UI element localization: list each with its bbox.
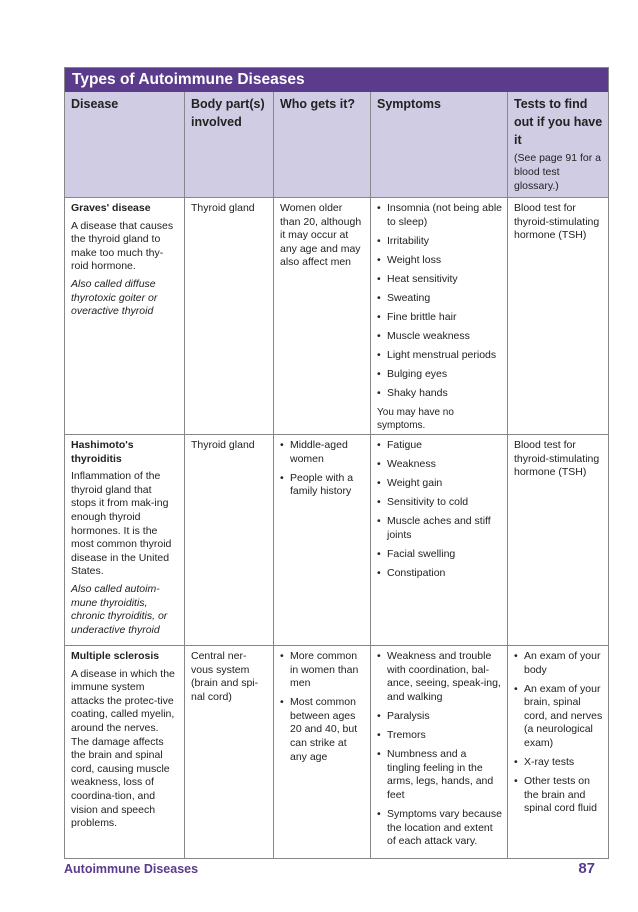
- disease-description: A disease that causes the thyroid gland to make too much thy-roid hormone.: [71, 219, 174, 273]
- disease-also-called: Also called diffuse thyrotoxic goiter or overactive thyroid: [71, 277, 158, 318]
- tests-cell: Blood test for thyroid-stimulating hormone (TSH): [507, 198, 608, 437]
- symptoms-cell: [370, 198, 507, 437]
- list-item: • Paralysis: [377, 710, 502, 724]
- header-symptoms: Symptoms: [370, 92, 507, 197]
- header-disease: Disease: [71, 97, 119, 111]
- page-number: 87: [578, 860, 595, 877]
- list-item: • Bulging eyes: [377, 368, 502, 382]
- header-who: Who gets it?: [273, 92, 370, 197]
- disease-name: Hashimoto's thyroiditis: [71, 439, 134, 465]
- symptoms-cell: [370, 646, 507, 858]
- who-cell: [273, 646, 370, 858]
- symptoms-note: You may have no symptoms.: [377, 406, 454, 432]
- tests-cell: Blood test for thyroid-stimulating hormone (TSH): [507, 435, 608, 645]
- who-cell: [273, 435, 370, 645]
- list-item: • Sweating: [377, 292, 502, 306]
- tests-list: [514, 650, 603, 816]
- list-item: • Middle-aged women: [280, 439, 365, 466]
- list-item: • Irritability: [377, 235, 502, 249]
- disease-name: Graves' disease: [71, 202, 151, 214]
- list-item: • Sensitivity to cold: [377, 496, 502, 510]
- disease-cell: [65, 646, 184, 858]
- who-list: [280, 650, 365, 764]
- list-item: • Facial swelling: [377, 548, 502, 562]
- table-row: [65, 197, 608, 434]
- disease-also-called: Also called autoim-mune thyroiditis, chronic thyroiditis, or underactive thyroid: [71, 582, 168, 636]
- body-part-cell: Thyroid gland: [184, 435, 273, 645]
- list-item: • Symptoms vary because the location and extent of each attack vary.: [377, 808, 502, 849]
- body-part-cell: Central ner-vous system (brain and spi-nal cord): [184, 646, 273, 858]
- list-item: • Light menstrual periods: [377, 349, 502, 363]
- header-body-part: Body part(s) involved: [184, 92, 273, 197]
- symptoms-list: [377, 202, 502, 401]
- list-item: • Insomnia (not being able to sleep): [377, 202, 502, 229]
- list-item: • Constipation: [377, 567, 502, 581]
- disease-table: [64, 67, 609, 859]
- list-item: • Fine brittle hair: [377, 311, 502, 325]
- list-item: • Other tests on the brain and spinal cord fluid: [514, 775, 603, 816]
- disease-description: A disease in which the immune system attacks the protec-tive coating, called myelin, around the nerves. The damage affects the brain and spinal cord, causing muscle weakness, loss of coordina-tion, and vision and speech problems.: [71, 667, 175, 830]
- list-item: • Tremors: [377, 729, 502, 743]
- list-item: • Most common between ages 20 and 40, but can strike at any age: [280, 696, 365, 764]
- table-header-row: [65, 92, 608, 197]
- table-row: [65, 645, 608, 858]
- header-tests-note: (See page 91 for a blood test glossary.): [514, 152, 601, 192]
- list-item: • Weakness: [377, 458, 502, 472]
- body-part-cell: Thyroid gland: [184, 198, 273, 437]
- list-item: • Weight loss: [377, 254, 502, 268]
- list-item: • X-ray tests: [514, 756, 603, 770]
- footer-title: Autoimmune Diseases: [64, 862, 199, 876]
- list-item: • Weight gain: [377, 477, 502, 491]
- tests-cell: [507, 646, 608, 858]
- who-list: [280, 439, 365, 499]
- list-item: • Numbness and a tingling feeling in the arms, legs, hands, and feet: [377, 748, 502, 802]
- who-cell: Women older than 20, although it may occur at any age and may also affect men: [273, 198, 370, 437]
- symptoms-list: [377, 439, 502, 581]
- table-row: [65, 434, 608, 645]
- list-item: • Heat sensitivity: [377, 273, 502, 287]
- list-item: • People with a family history: [280, 472, 365, 499]
- list-item: • Muscle aches and stiff joints: [377, 515, 502, 542]
- list-item: • More common in women than men: [280, 650, 365, 691]
- list-item: • Shaky hands: [377, 387, 502, 401]
- disease-cell: [65, 435, 184, 645]
- disease-description: Inflammation of the thyroid gland that stops it from mak-ing enough thyroid hormones. It is the most common thyroid disease in the United States.: [71, 470, 172, 578]
- list-item: • Weakness and trouble with coordination, bal-ance, seeing, speak-ing, and walking: [377, 650, 502, 704]
- disease-cell: [65, 198, 184, 437]
- list-item: • Fatigue: [377, 439, 502, 453]
- symptoms-cell: [370, 435, 507, 645]
- header-tests: [507, 92, 608, 197]
- header-tests-label: Tests to find out if you have it: [514, 97, 603, 147]
- table-title: Types of Autoimmune Diseases: [65, 68, 608, 92]
- list-item: • Muscle weakness: [377, 330, 502, 344]
- disease-name: Multiple sclerosis: [71, 650, 160, 662]
- list-item: • An exam of your body: [514, 650, 603, 677]
- list-item: • An exam of your brain, spinal cord, and nerves (a neurological exam): [514, 683, 603, 751]
- symptoms-list: [377, 650, 502, 849]
